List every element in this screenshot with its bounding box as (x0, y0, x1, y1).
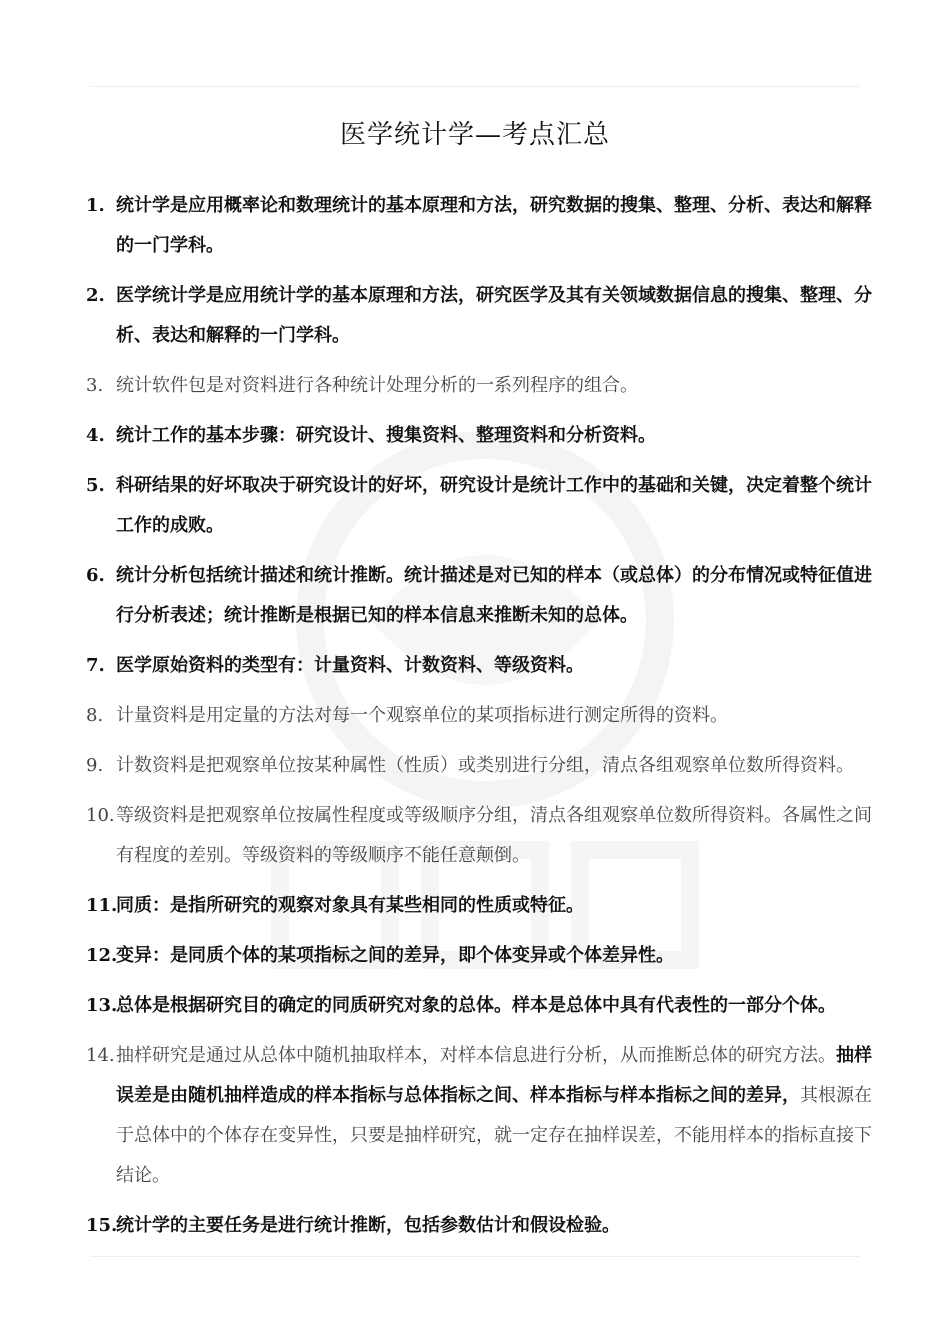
list-item (86, 1036, 886, 1196)
item-number: 15. (86, 1215, 118, 1236)
item-number: 10. (86, 805, 115, 826)
item-number: 7. (86, 655, 105, 676)
item-text: 总体是根据研究目的确定的同质研究对象的总体。样本是总体中具有代表性的一部分个体。 (116, 995, 836, 1016)
item-text: 统计分析包括统计描述和统计推断。统计描述是对已知的样本（或总体）的分布情况或特征值进行分析表述；统计推断是根据已知的样本信息来推断未知的总体。 (116, 565, 872, 626)
item-text: 科研结果的好坏取决于研究设计的好坏，研究设计是统计工作中的基础和关键，决定着整个统计工作的成败。 (116, 475, 872, 536)
list-item (86, 886, 886, 926)
list-item (86, 796, 886, 876)
item-number: 5. (86, 475, 105, 496)
item-number: 14. (86, 1045, 115, 1066)
item-text-part: 其根源在于总体中的个体存在变异性，只要是抽样研究，就一定存在抽样误差，不能用样本的指标直接下结论。 (116, 1085, 872, 1186)
item-text-part: 抽样研究是通过从总体中随机抽取样本，对样本信息进行分析，从而推断总体的研究方法。 (116, 1045, 836, 1066)
list-item (86, 466, 886, 546)
top-rule (90, 86, 860, 87)
item-text: 医学统计学是应用统计学的基本原理和方法，研究医学及其有关领域数据信息的搜集、整理、分析、表达和解释的一门学科。 (116, 285, 872, 346)
bottom-rule (90, 1256, 860, 1257)
item-text: 变异：是同质个体的某项指标之间的差异，即个体变异或个体差异性。 (116, 945, 674, 966)
list-item (86, 936, 886, 976)
list-item (86, 276, 886, 356)
item-number: 1. (86, 195, 105, 216)
list-item (86, 1206, 886, 1246)
list-item (86, 746, 886, 786)
list-item (86, 416, 886, 456)
item-number: 4. (86, 425, 105, 446)
item-text: 统计工作的基本步骤：研究设计、搜集资料、整理资料和分析资料。 (116, 425, 656, 446)
item-text: 等级资料是把观察单位按属性程度或等级顺序分组，清点各组观察单位数所得资料。各属性之间有程度的差别。等级资料的等级顺序不能任意颠倒。 (116, 805, 872, 866)
item-text (116, 1036, 886, 1196)
list-item (86, 366, 886, 406)
item-text: 同质：是指所研究的观察对象具有某些相同的性质或特征。 (116, 895, 584, 916)
list-item (86, 986, 886, 1026)
item-number: 2. (86, 285, 105, 306)
item-number: 13. (86, 995, 118, 1016)
item-text: 统计软件包是对资料进行各种统计处理分析的一系列程序的组合。 (116, 375, 638, 396)
item-text: 医学原始资料的类型有：计量资料、计数资料、等级资料。 (116, 655, 584, 676)
item-number: 6. (86, 565, 105, 586)
item-number: 11. (86, 895, 118, 916)
list-item (86, 186, 886, 266)
item-number: 12. (86, 945, 118, 966)
item-text: 统计学是应用概率论和数理统计的基本原理和方法，研究数据的搜集、整理、分析、表达和解释的一门学科。 (116, 195, 872, 256)
item-text-emphasis: 抽样误差是由随机抽样造成的样本指标与总体指标之间、样本指标与样本指标之间的差异， (116, 1045, 872, 1106)
item-text: 计数资料是把观察单位按某种属性（性质）或类别进行分组，清点各组观察单位数所得资料。 (116, 755, 854, 776)
item-number: 8. (86, 705, 104, 726)
points-list (86, 186, 886, 1256)
list-item (86, 646, 886, 686)
list-item (86, 556, 886, 636)
list-item (86, 696, 886, 736)
page-title: 医学统计学—考点汇总 (339, 120, 610, 150)
item-text: 统计学的主要任务是进行统计推断，包括参数估计和假设检验。 (116, 1215, 620, 1236)
item-number: 9. (86, 755, 104, 776)
item-number: 3. (86, 375, 104, 396)
item-text: 计量资料是用定量的方法对每一个观察单位的某项指标进行测定所得的资料。 (116, 705, 728, 726)
